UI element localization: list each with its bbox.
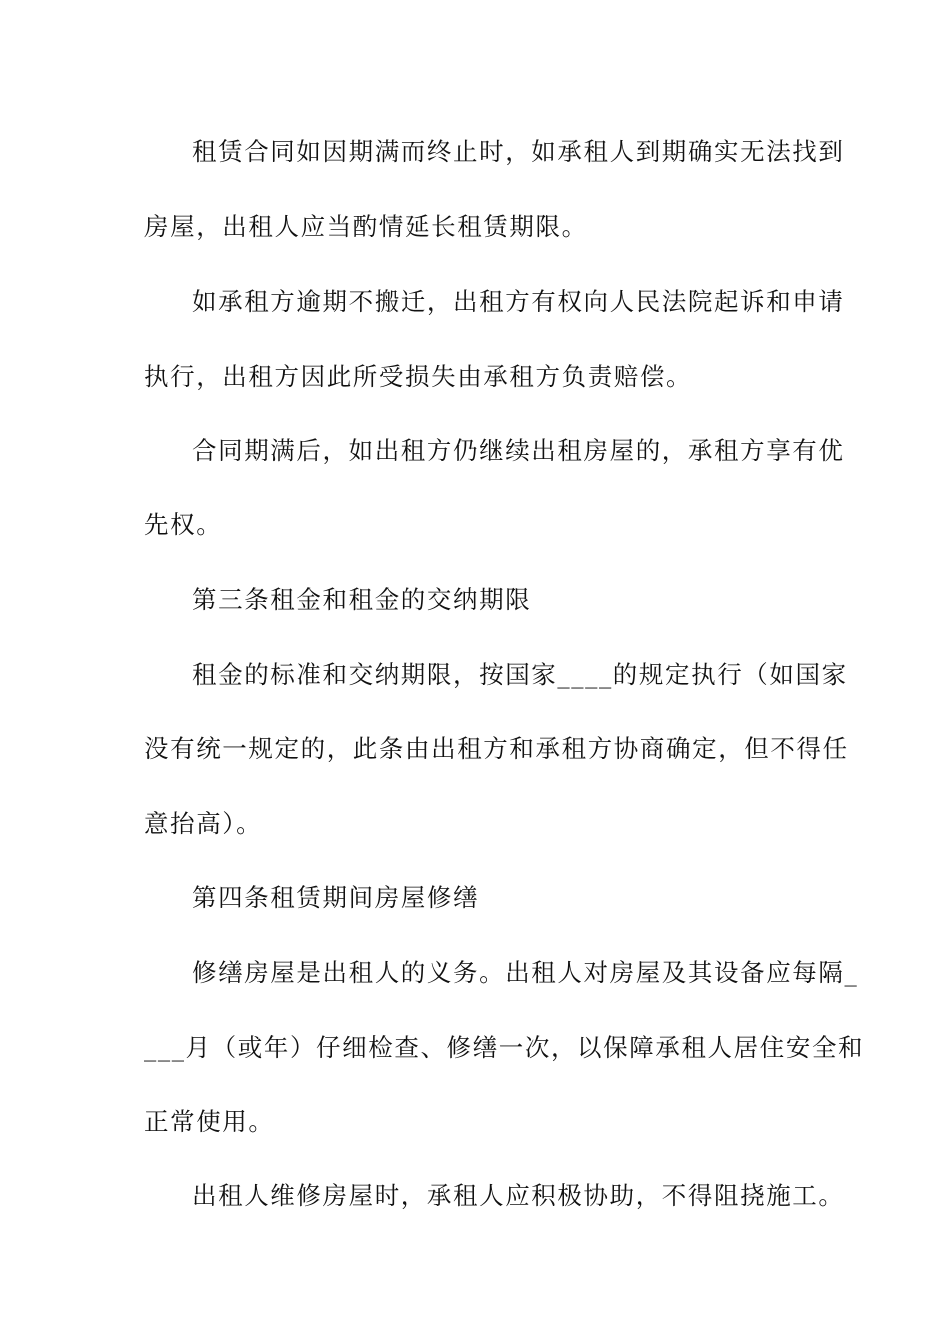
paragraph-line: 先权。 bbox=[144, 510, 223, 539]
paragraph-line: 修缮房屋是出租人的义务。出租人对房屋及其设备应每隔_ bbox=[192, 958, 859, 987]
paragraph-line: 执行，出租方因此所受损失由承租方负责赔偿。 bbox=[144, 362, 693, 391]
section-heading: 第四条租赁期间房屋修缮 bbox=[192, 883, 480, 912]
section-heading: 第三条租金和租金的交纳期限 bbox=[192, 585, 532, 614]
paragraph-line: 租金的标准和交纳期限，按国家____的规定执行（如国家 bbox=[192, 660, 848, 689]
paragraph-line: 没有统一规定的，此条由出租方和承租方协商确定，但不得任 bbox=[144, 734, 849, 763]
paragraph-line: 租赁合同如因期满而终止时，如承租人到期确实无法找到 bbox=[192, 137, 845, 166]
paragraph-line: ___月（或年）仔细检查、修缮一次，以保障承租人居住安全和 bbox=[144, 1033, 865, 1062]
paragraph-line: 正常使用。 bbox=[144, 1107, 275, 1136]
paragraph-line: 意抬高）。 bbox=[144, 809, 263, 838]
paragraph-line: 如承租方逾期不搬迁，出租方有权向人民法院起诉和申请 bbox=[192, 287, 845, 316]
paragraph-line: 出租人维修房屋时，承租人应积极协助，不得阻挠施工。 bbox=[192, 1181, 845, 1210]
paragraph-line: 合同期满后，如出租方仍继续出租房屋的，承租方享有优 bbox=[192, 436, 845, 465]
paragraph-line: 房屋，出租人应当酌情延长租赁期限。 bbox=[144, 212, 588, 241]
